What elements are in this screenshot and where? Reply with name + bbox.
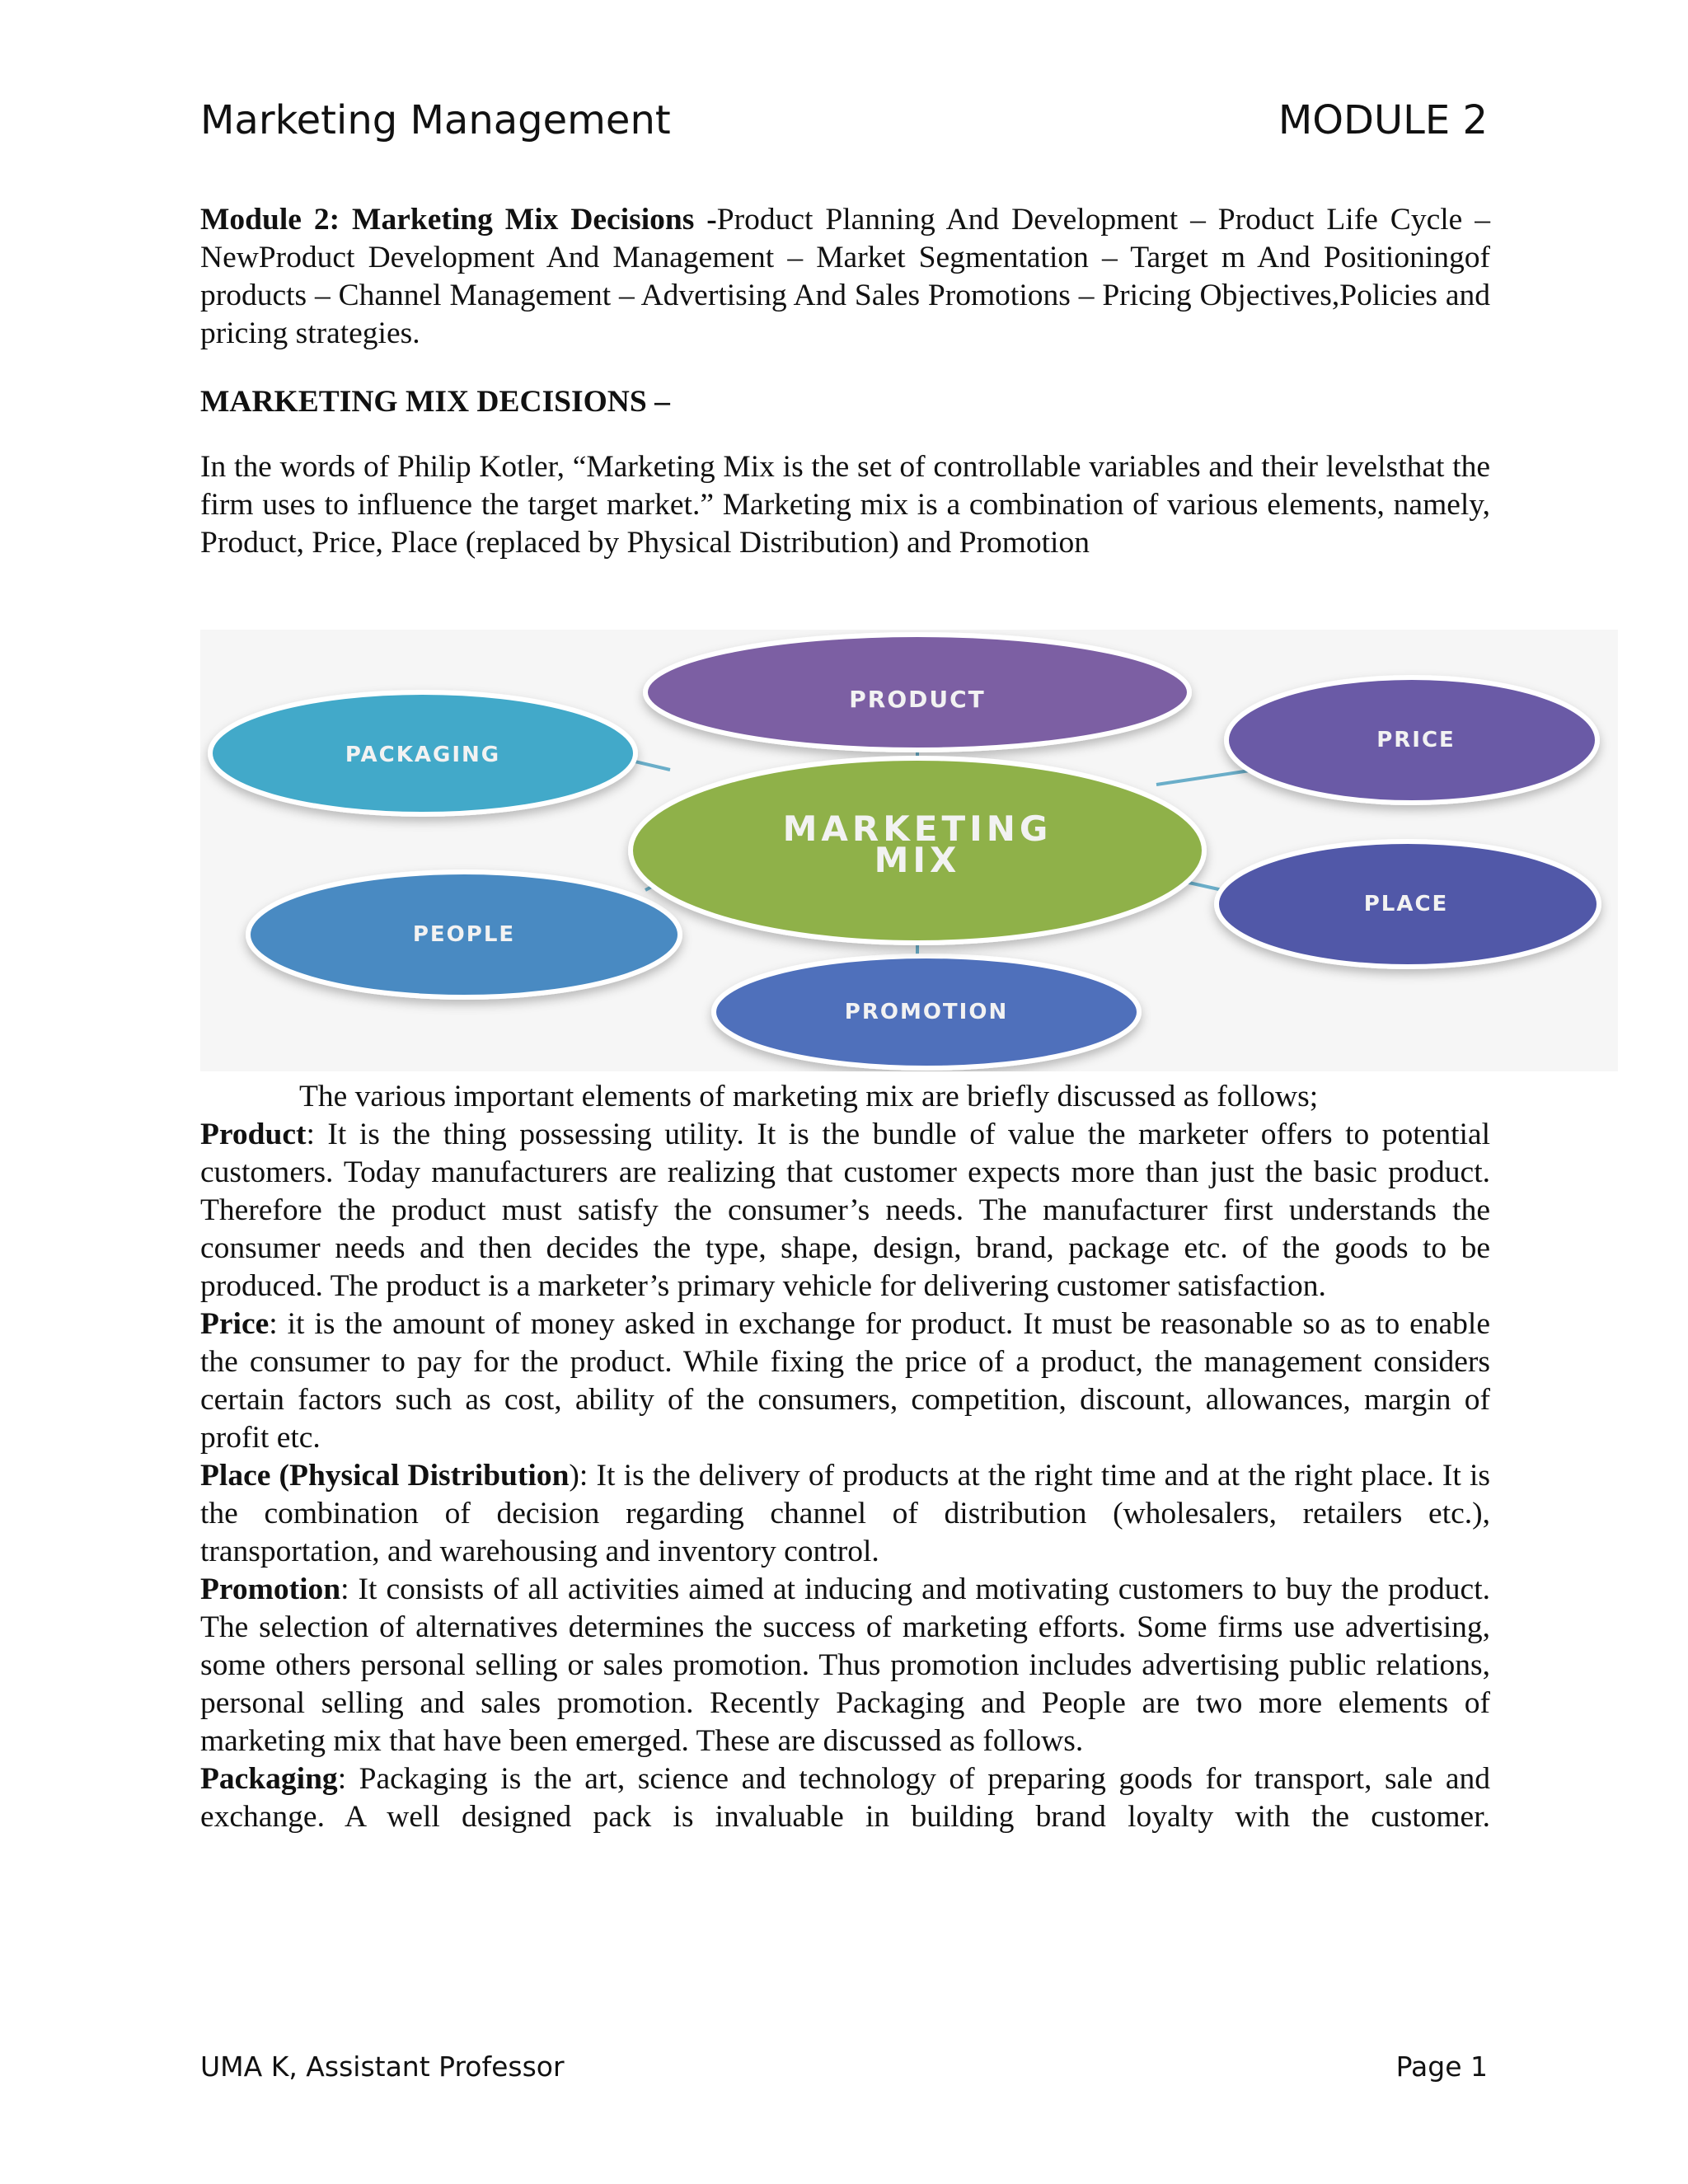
- section-heading: MARKETING MIX DECISIONS –: [200, 385, 670, 419]
- text-price: : it is the amount of money asked in exchange for product. It must be reasonable so as to enable the consumer to pay for the product. While fixing the price of a product, the management considers certain factors such as cost, ability of the consumers, competition, discount, allowances, margin of profit etc.: [200, 1307, 1490, 1455]
- text-product: : It is the thing possessing utility. It is the bundle of value the marketer offers to potential customers. Today manufacturers are realizing that customer expects more than just the basic product. Therefore the product must satisfy the consumer’s needs. The manufacturer first understands the consumer needs and then decides the type, shape, design, brand, package etc. of the goods to be produced. The product is a marketer’s primary vehicle for delivering customer satisfaction.: [200, 1118, 1490, 1303]
- term-place: Place (Physical Distribution: [200, 1459, 570, 1493]
- label-people: PEOPLE: [412, 922, 516, 947]
- definitions: [200, 1116, 1490, 1836]
- text-packaging: : Packaging is the art, science and technology of preparing goods for transport, sale and exchange. A well designed pack is invaluable in building brand loyalty with the customer.: [200, 1762, 1490, 1834]
- marketing-mix-diagram: [200, 630, 1618, 1071]
- definition-promotion: [200, 1571, 1490, 1760]
- module-topics: Product Planning And Development – Product Life Cycle – NewProduct Development And Management – Market Segmentation – Target m And Positioningof products – Channel Management – Advertising And Sales Promotions – Pricing Objectives,Policies and pricing strategies.: [200, 203, 1490, 350]
- term-price: Price: [200, 1307, 270, 1341]
- label-product: PRODUCT: [849, 686, 986, 713]
- definition-packaging: [200, 1760, 1490, 1836]
- footer-author: UMA K, Assistant Professor: [200, 2050, 565, 2083]
- kotler-paragraph: In the words of Philip Kotler, “Marketing Mix is the set of controllable variables and their levelsthat the firm uses to influence the target market.” Marketing mix is a combination of various elements, namely, Product, Price, Place (replaced by Physical Distribution) and Promotion: [200, 450, 1490, 560]
- label-center-line2: MIX: [874, 840, 961, 880]
- header-title: Marketing Management: [200, 97, 671, 143]
- label-center-line1: MARKETING: [782, 808, 1053, 849]
- term-promotion: Promotion: [200, 1572, 341, 1606]
- label-packaging: PACKAGING: [345, 743, 501, 767]
- definition-product: [200, 1116, 1490, 1305]
- text-promotion: : It consists of all activities aimed at inducing and motivating customers to buy the product. The selection of alternatives determines the success of marketing efforts. Some firms use advertising, some others personal selling or sales promotion. Thus promotion includes advertising public relations, personal selling and sales promotion. Recently Packaging and People are two more elements of marketing mix that have been emerged. These are discussed as follows.: [200, 1572, 1490, 1758]
- definition-place: [200, 1457, 1490, 1571]
- text-place: ): It is the delivery of products at the right time and at the right place. It is the combination of decision regarding channel of distribution (wholesalers, retailers etc.), transportation, and warehousing and inventory control.: [200, 1459, 1490, 1568]
- label-promotion: PROMOTION: [844, 1000, 1009, 1024]
- module-summary: [200, 201, 1490, 353]
- label-price: PRICE: [1376, 728, 1456, 752]
- term-product: Product: [200, 1118, 307, 1151]
- definition-price: [200, 1305, 1490, 1457]
- elements-intro: The various important elements of marketing mix are briefly discussed as follows;: [299, 1080, 1319, 1113]
- term-packaging: Packaging: [200, 1762, 338, 1796]
- header-module: MODULE 2: [1278, 97, 1488, 143]
- label-place: PLACE: [1363, 892, 1449, 916]
- module-label: Module 2: Marketing Mix Decisions -: [200, 203, 717, 237]
- footer-page-number: Page 1: [1395, 2050, 1488, 2083]
